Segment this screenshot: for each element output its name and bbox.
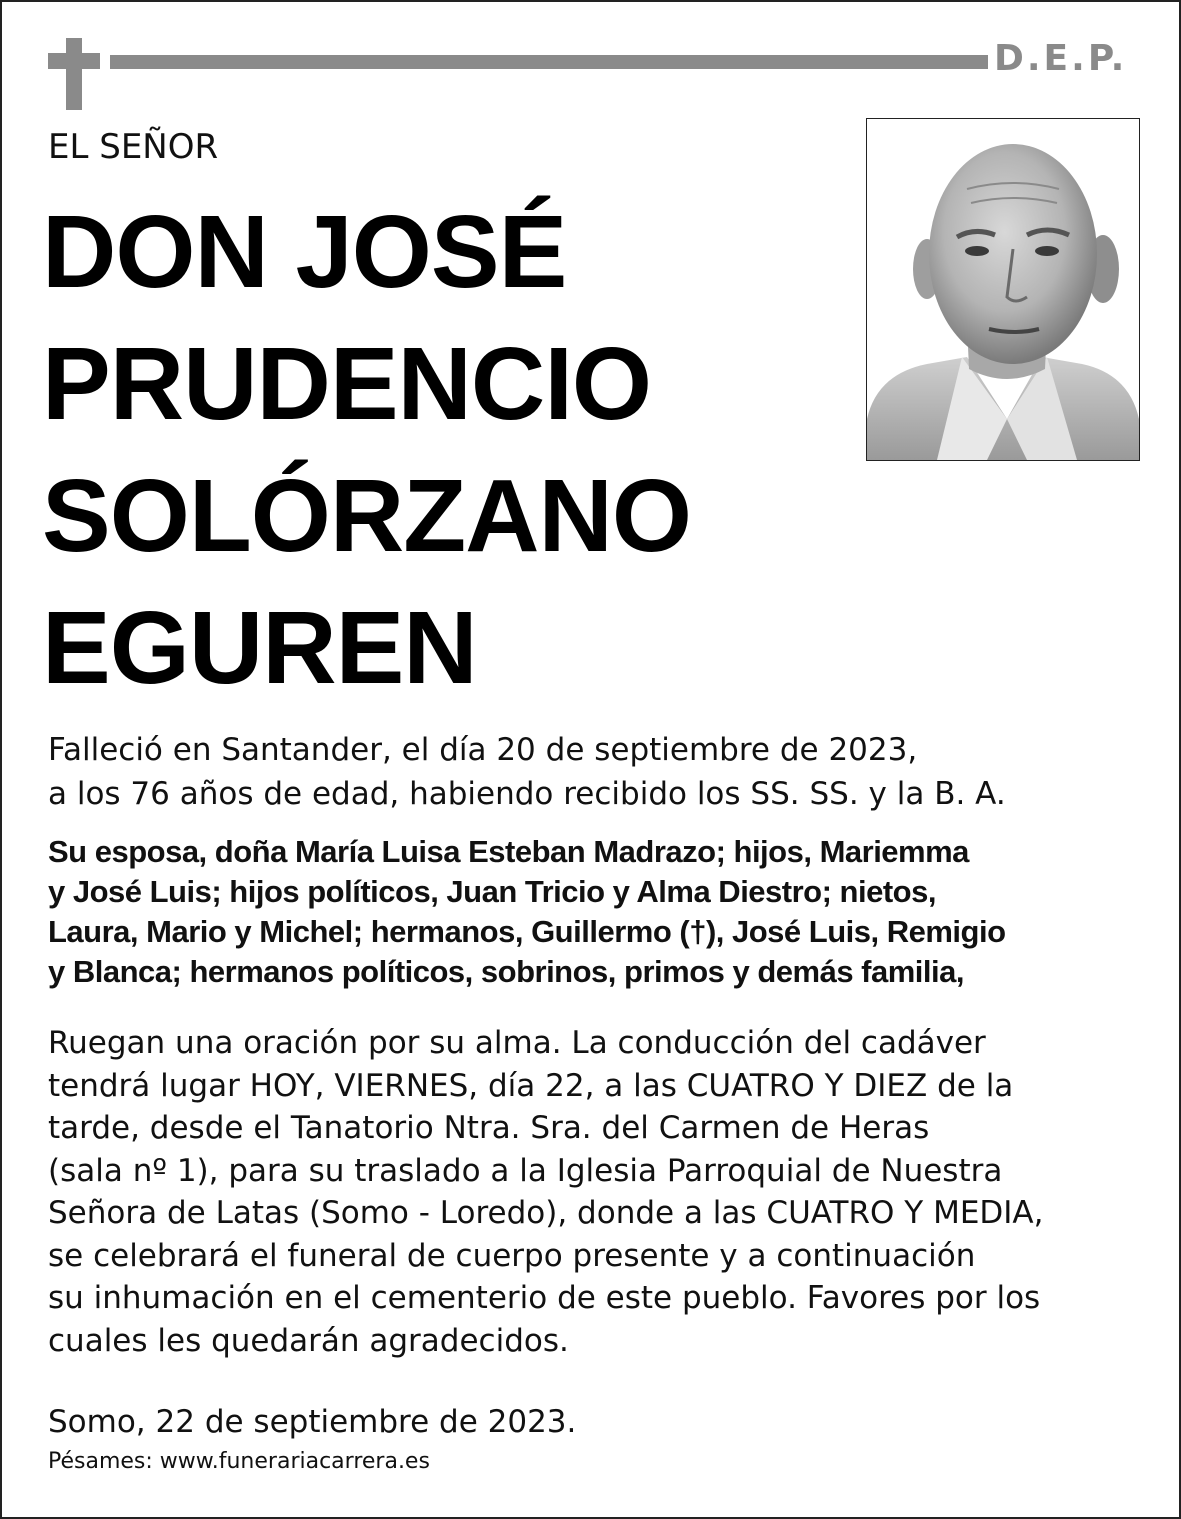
details-line: tarde, desde el Tanatorio Ntra. Sra. del Carmen de Heras: [48, 1110, 930, 1146]
details-line: tendrá lugar HOY, VIERNES, día 22, a las CUATRO Y DIEZ de la: [48, 1067, 1014, 1104]
death-notice: [48, 728, 1138, 816]
place-date: Somo, 22 de septiembre de 2023.: [48, 1404, 577, 1440]
family-line: y José Luis; hijos políticos, Juan Tricio y Alma Diestro; nietos,: [48, 874, 936, 909]
portrait-photo: [866, 118, 1140, 461]
family-list: [48, 832, 1138, 992]
header-rule: [110, 55, 988, 69]
details-line: su inhumación en el cementerio de este pueblo. Favores por los: [48, 1280, 1041, 1316]
honorific: EL SEÑOR: [48, 127, 219, 167]
deceased-name: [42, 186, 842, 714]
name-line: PRUDENCIO: [42, 326, 652, 441]
condolences-link[interactable]: Pésames: www.funerariacarrera.es: [48, 1449, 430, 1474]
funeral-details: [48, 1022, 1138, 1362]
details-line: (sala nº 1), para su traslado a la Iglesia Parroquial de Nuestra: [48, 1152, 1003, 1189]
dep-label: D.E.P.: [994, 38, 1128, 79]
death-notice-line: a los 76 años de edad, habiendo recibido los SS. SS. y la B. A.: [48, 776, 1006, 812]
details-line: se celebrará el funeral de cuerpo presente y a continuación: [48, 1237, 976, 1274]
family-line: Laura, Mario y Michel; hermanos, Guillermo (†), José Luis, Remigio: [48, 914, 1006, 949]
details-line: Ruegan una oración por su alma. La conducción del cadáver: [48, 1025, 986, 1061]
details-line: cuales les quedarán agradecidos.: [48, 1322, 569, 1359]
details-line: Señora de Latas (Somo - Loredo), donde a las CUATRO Y MEDIA,: [48, 1195, 1044, 1231]
family-line: Su esposa, doña María Luisa Esteban Madrazo; hijos, Mariemma: [48, 834, 969, 869]
latin-cross-icon: [48, 38, 100, 110]
name-line: EGUREN: [42, 590, 477, 705]
name-line: SOLÓRZANO: [42, 458, 692, 573]
name-line: DON JOSÉ: [42, 194, 567, 309]
family-line: y Blanca; hermanos políticos, sobrinos, primos y demás familia,: [48, 954, 964, 989]
death-notice-line: Falleció en Santander, el día 20 de septiembre de 2023,: [48, 732, 918, 768]
